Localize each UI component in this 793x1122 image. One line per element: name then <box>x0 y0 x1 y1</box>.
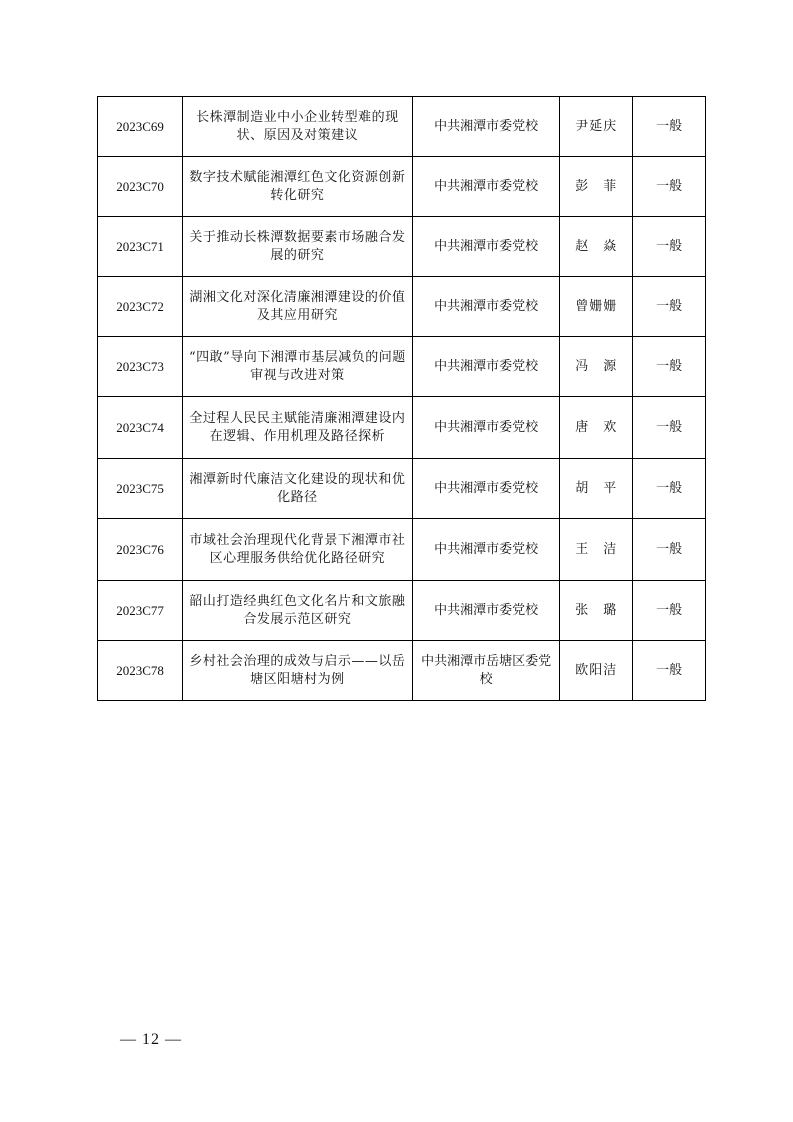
page-number: — 12 — <box>120 1031 182 1048</box>
project-title: 韶山打造经典红色文化名片和文旅融合发展示范区研究 <box>183 581 413 641</box>
project-unit: 中共湘潭市委党校 <box>412 217 560 277</box>
table-row <box>98 157 706 217</box>
project-code: 2023C76 <box>98 519 183 581</box>
project-level: 一般 <box>633 641 706 701</box>
project-code: 2023C72 <box>98 277 183 337</box>
project-unit: 中共湘潭市委党校 <box>412 97 560 157</box>
project-code: 2023C73 <box>98 337 183 397</box>
project-leader: 曾姗姗 <box>560 277 633 337</box>
project-unit: 中共湘潭市委党校 <box>412 157 560 217</box>
project-unit: 中共湘潭市委党校 <box>412 519 560 581</box>
project-leader: 欧阳洁 <box>560 641 633 701</box>
project-level: 一般 <box>633 397 706 459</box>
project-leader: 尹延庆 <box>560 97 633 157</box>
project-level: 一般 <box>633 97 706 157</box>
project-unit: 中共湘潭市委党校 <box>412 397 560 459</box>
table-row <box>98 397 706 459</box>
project-level: 一般 <box>633 277 706 337</box>
project-unit: 中共湘潭市委党校 <box>412 581 560 641</box>
project-level: 一般 <box>633 337 706 397</box>
project-unit: 中共湘潭市委党校 <box>412 459 560 519</box>
project-title: 长株潭制造业中小企业转型难的现状、原因及对策建议 <box>183 97 413 157</box>
project-leader: 唐 欢 <box>560 397 633 459</box>
project-code: 2023C75 <box>98 459 183 519</box>
table-row <box>98 337 706 397</box>
project-level: 一般 <box>633 157 706 217</box>
project-title: 关于推动长株潭数据要素市场融合发展的研究 <box>183 217 413 277</box>
project-unit: 中共湘潭市委党校 <box>412 277 560 337</box>
project-code: 2023C69 <box>98 97 183 157</box>
project-code: 2023C78 <box>98 641 183 701</box>
project-title: 湘潭新时代廉洁文化建设的现状和优化路径 <box>183 459 413 519</box>
project-code: 2023C71 <box>98 217 183 277</box>
table-row <box>98 277 706 337</box>
project-level: 一般 <box>633 581 706 641</box>
project-level: 一般 <box>633 217 706 277</box>
table-row <box>98 519 706 581</box>
project-title: 全过程人民民主赋能清廉湘潭建设内在逻辑、作用机理及路径探析 <box>183 397 413 459</box>
project-title: 数字技术赋能湘潭红色文化资源创新转化研究 <box>183 157 413 217</box>
project-title: 乡村社会治理的成效与启示——以岳塘区阳塘村为例 <box>183 641 413 701</box>
project-leader: 张 璐 <box>560 581 633 641</box>
project-level: 一般 <box>633 459 706 519</box>
table-row <box>98 459 706 519</box>
table-row <box>98 641 706 701</box>
project-leader: 彭 菲 <box>560 157 633 217</box>
project-leader: 冯 源 <box>560 337 633 397</box>
project-leader: 胡 平 <box>560 459 633 519</box>
table-row <box>98 217 706 277</box>
project-title: “四敢”导向下湘潭市基层减负的问题审视与改进对策 <box>183 337 413 397</box>
project-table <box>97 96 706 701</box>
project-code: 2023C77 <box>98 581 183 641</box>
project-unit: 中共湘潭市岳塘区委党校 <box>412 641 560 701</box>
table-row <box>98 581 706 641</box>
project-unit: 中共湘潭市委党校 <box>412 337 560 397</box>
project-code: 2023C74 <box>98 397 183 459</box>
table-row <box>98 97 706 157</box>
project-title: 湖湘文化对深化清廉湘潭建设的价值及其应用研究 <box>183 277 413 337</box>
project-code: 2023C70 <box>98 157 183 217</box>
project-leader: 王 洁 <box>560 519 633 581</box>
project-title: 市域社会治理现代化背景下湘潭市社区心理服务供给优化路径研究 <box>183 519 413 581</box>
project-leader: 赵 焱 <box>560 217 633 277</box>
project-level: 一般 <box>633 519 706 581</box>
